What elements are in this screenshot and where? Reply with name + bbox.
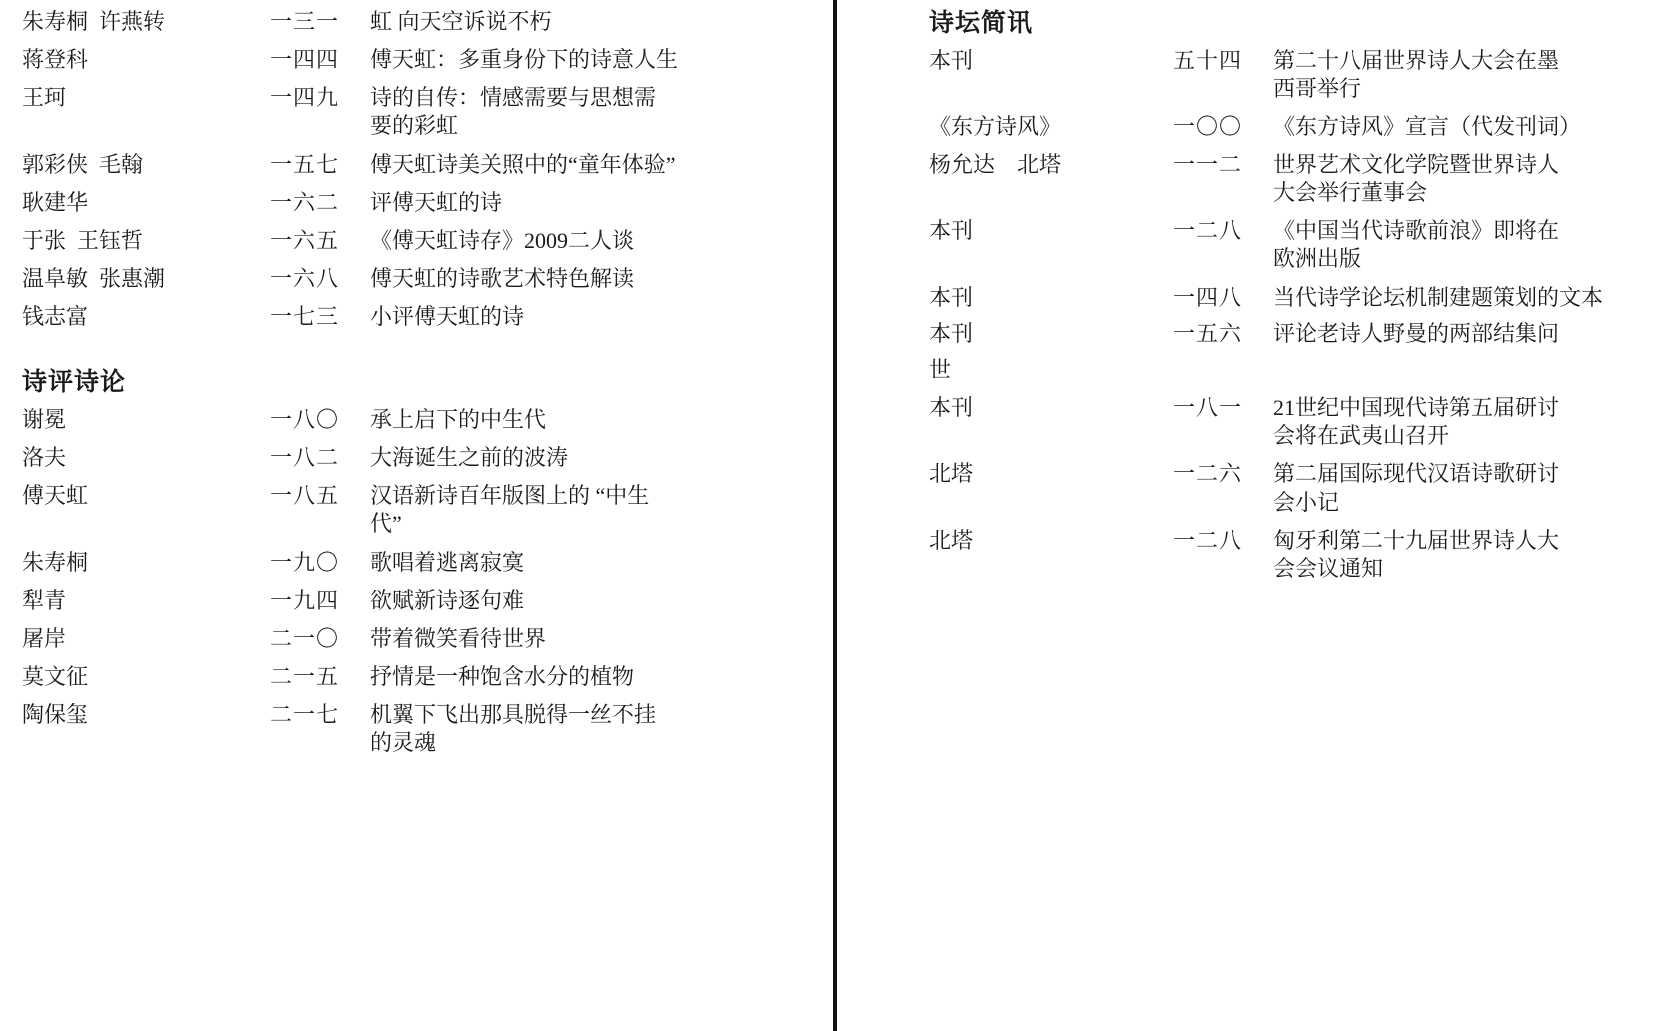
- entry-author: 傅天虹: [22, 483, 89, 509]
- entry-title-line1: 匈牙利第二十九届世界诗人大: [1273, 527, 1560, 553]
- entry-author: 杨允达 北塔: [929, 151, 1062, 177]
- entry-author: 温阜敏 张惠潮: [22, 266, 166, 292]
- entry-title: 大海诞生之前的波涛: [370, 445, 569, 471]
- entry-author: 本刊: [929, 47, 974, 73]
- entry-title: 傅天虹：多重身份下的诗意人生: [370, 47, 679, 73]
- entry-author: 本刊: [929, 320, 974, 346]
- entry-title-continuation: 世: [929, 356, 952, 382]
- toc-entry: [929, 113, 1656, 141]
- entry-page: 一一二: [1173, 151, 1243, 177]
- entry-page: 一六二: [270, 189, 340, 215]
- entry-title: [1273, 460, 1613, 516]
- section-heading-shitanjianxun: 诗坛简讯: [929, 10, 1034, 37]
- right-column: [833, 0, 1666, 1031]
- entry-author: 于张 王钰哲: [22, 227, 144, 253]
- entry-page: 一三一: [270, 9, 340, 34]
- entry-page: 一四九: [270, 85, 340, 111]
- entry-title: 傅天虹的诗歌艺术特色解读: [370, 266, 635, 292]
- entry-title-line2: 会小记: [1273, 489, 1340, 515]
- toc-entry: [22, 151, 823, 179]
- toc-entry: [929, 394, 1656, 450]
- entry-author: 莫文征: [22, 664, 89, 689]
- entry-title: 小评傅天虹的诗: [370, 304, 525, 330]
- entry-title-line2: 会会议通知: [1273, 555, 1384, 581]
- entry-author: 本刊: [929, 395, 974, 421]
- entry-title: 《傅天虹诗存》2009二人谈: [370, 227, 635, 253]
- toc-entry: [22, 444, 823, 472]
- toc-entry: [22, 189, 823, 217]
- left-column: [0, 0, 833, 1031]
- entry-author: 耿建华: [22, 189, 89, 215]
- entry-author: 陶保玺: [22, 702, 89, 728]
- entry-title-line1: 第二届国际现代汉语诗歌研讨: [1273, 461, 1560, 487]
- entry-title: [1273, 47, 1613, 103]
- toc-entry: [929, 151, 1656, 207]
- entry-title: 欲赋新诗逐句难: [370, 587, 525, 613]
- entry-title: 当代诗学论坛机制建题策划的文本: [1273, 284, 1604, 310]
- entry-title: [1273, 217, 1613, 273]
- toc-entry: [929, 320, 1656, 348]
- column-divider: [833, 0, 837, 1031]
- entry-title: 傅天虹诗美关照中的“童年体验”: [370, 151, 676, 177]
- entry-page: 一四八: [1173, 284, 1243, 310]
- entry-title: 《东方诗风》宣言（代发刊词）: [1273, 113, 1582, 139]
- entry-author: 朱寿桐 许燕转: [22, 9, 166, 34]
- entry-page: 一五六: [1173, 320, 1243, 346]
- toc-entry: [929, 217, 1656, 273]
- entry-page: 一二六: [1173, 461, 1243, 487]
- entry-page: 一二八: [1173, 218, 1243, 244]
- entry-page: 一四四: [270, 47, 340, 73]
- toc-entry: [929, 284, 1656, 312]
- toc-entry: [929, 47, 1656, 103]
- toc-entry: [22, 701, 823, 757]
- entry-title-line2: 西哥举行: [1273, 75, 1362, 101]
- entry-title-line1: 汉语新诗百年版图上的 “中生: [370, 483, 650, 509]
- entry-title-line2: 欧洲出版: [1273, 246, 1362, 272]
- toc-entry: [22, 663, 823, 691]
- entry-title-line1: 第二十八届世界诗人大会在墨: [1273, 47, 1560, 73]
- entry-author: 郭彩侠 毛翰: [22, 151, 144, 177]
- toc-entry: [22, 303, 823, 331]
- toc-entry: [22, 406, 823, 434]
- toc-entry: [22, 227, 823, 255]
- toc-entry: [929, 527, 1656, 583]
- entry-author: 本刊: [929, 284, 974, 310]
- entry-title-line1: 世界艺术文化学院暨世界诗人: [1273, 151, 1560, 177]
- toc-entry: [22, 549, 823, 577]
- entry-author: 《东方诗风》: [929, 113, 1062, 139]
- entry-title: 虹 向天空诉说不朽: [370, 9, 552, 34]
- entry-title: 评傅天虹的诗: [370, 189, 503, 215]
- entry-page: 一六八: [270, 266, 340, 292]
- toc-entry: [929, 460, 1656, 516]
- entry-title-line1: 21世纪中国现代诗第五届研讨: [1273, 395, 1560, 421]
- entry-page: 一六五: [270, 227, 340, 253]
- entry-page: 一二八: [1173, 527, 1243, 553]
- entry-title-line2: 要的彩虹: [370, 113, 459, 139]
- entry-title-line2: 大会举行董事会: [1273, 180, 1428, 206]
- entry-author: 朱寿桐: [22, 549, 89, 575]
- entry-title: [370, 84, 790, 140]
- entry-title: 抒情是一种饱含水分的植物: [370, 664, 635, 689]
- toc-entry: [22, 587, 823, 615]
- entry-page: 一八〇: [270, 406, 340, 432]
- entry-page: 一九〇: [270, 549, 340, 575]
- toc-entry: [22, 625, 823, 653]
- entry-page: 一七三: [270, 304, 340, 330]
- entry-title-line1: 诗的自传：情感需要与思想需: [370, 85, 657, 111]
- entry-author: 北塔: [929, 527, 974, 553]
- entry-title: 评论老诗人野曼的两部结集问: [1273, 320, 1560, 346]
- entry-page: 一八五: [270, 483, 340, 509]
- entry-author: 北塔: [929, 461, 974, 487]
- entry-title-line2: 代”: [370, 511, 402, 537]
- entry-page: 一五七: [270, 151, 340, 177]
- entry-page: 一八一: [1173, 395, 1243, 421]
- entry-title-line2: 会将在武夷山召开: [1273, 423, 1450, 449]
- entry-author: 钱志富: [22, 304, 89, 330]
- section-heading-shipingshilun: 诗评诗论: [22, 369, 127, 397]
- entry-title: [1273, 151, 1613, 207]
- entry-page: 五十四: [1173, 47, 1243, 73]
- entry-author: 犁青: [22, 587, 67, 613]
- entry-page: 二一〇: [270, 625, 340, 651]
- toc-entry: [22, 46, 823, 74]
- toc-entry: [22, 265, 823, 293]
- entry-title-line1: 机翼下飞出那具脱得一丝不挂: [370, 702, 657, 728]
- entry-page: 一九四: [270, 587, 340, 613]
- entry-title: 带着微笑看待世界: [370, 625, 547, 651]
- entry-title-line1: 《中国当代诗歌前浪》即将在: [1273, 218, 1560, 244]
- entry-title: 歌唱着逃离寂寞: [370, 549, 525, 575]
- entry-author: 屠岸: [22, 625, 67, 651]
- entry-title: [370, 701, 790, 757]
- entry-page: 一八二: [270, 445, 340, 471]
- entry-title: [1273, 527, 1613, 583]
- entry-author: 谢冕: [22, 406, 67, 432]
- toc-entry: [22, 8, 823, 36]
- toc-entry: [22, 84, 823, 140]
- entry-page: 二一七: [270, 702, 340, 728]
- entry-author: 王珂: [22, 85, 67, 111]
- entry-author: 本刊: [929, 218, 974, 244]
- entry-page: 一〇〇: [1173, 113, 1243, 139]
- toc-entry: [22, 482, 823, 538]
- entry-title: [1273, 394, 1613, 450]
- entry-author: 洛夫: [22, 445, 67, 471]
- entry-page: 二一五: [270, 664, 340, 689]
- entry-title: [370, 482, 790, 538]
- entry-title-line2: 的灵魂: [370, 730, 437, 756]
- entry-author: 蒋登科: [22, 47, 89, 73]
- entry-title: 承上启下的中生代: [370, 406, 547, 432]
